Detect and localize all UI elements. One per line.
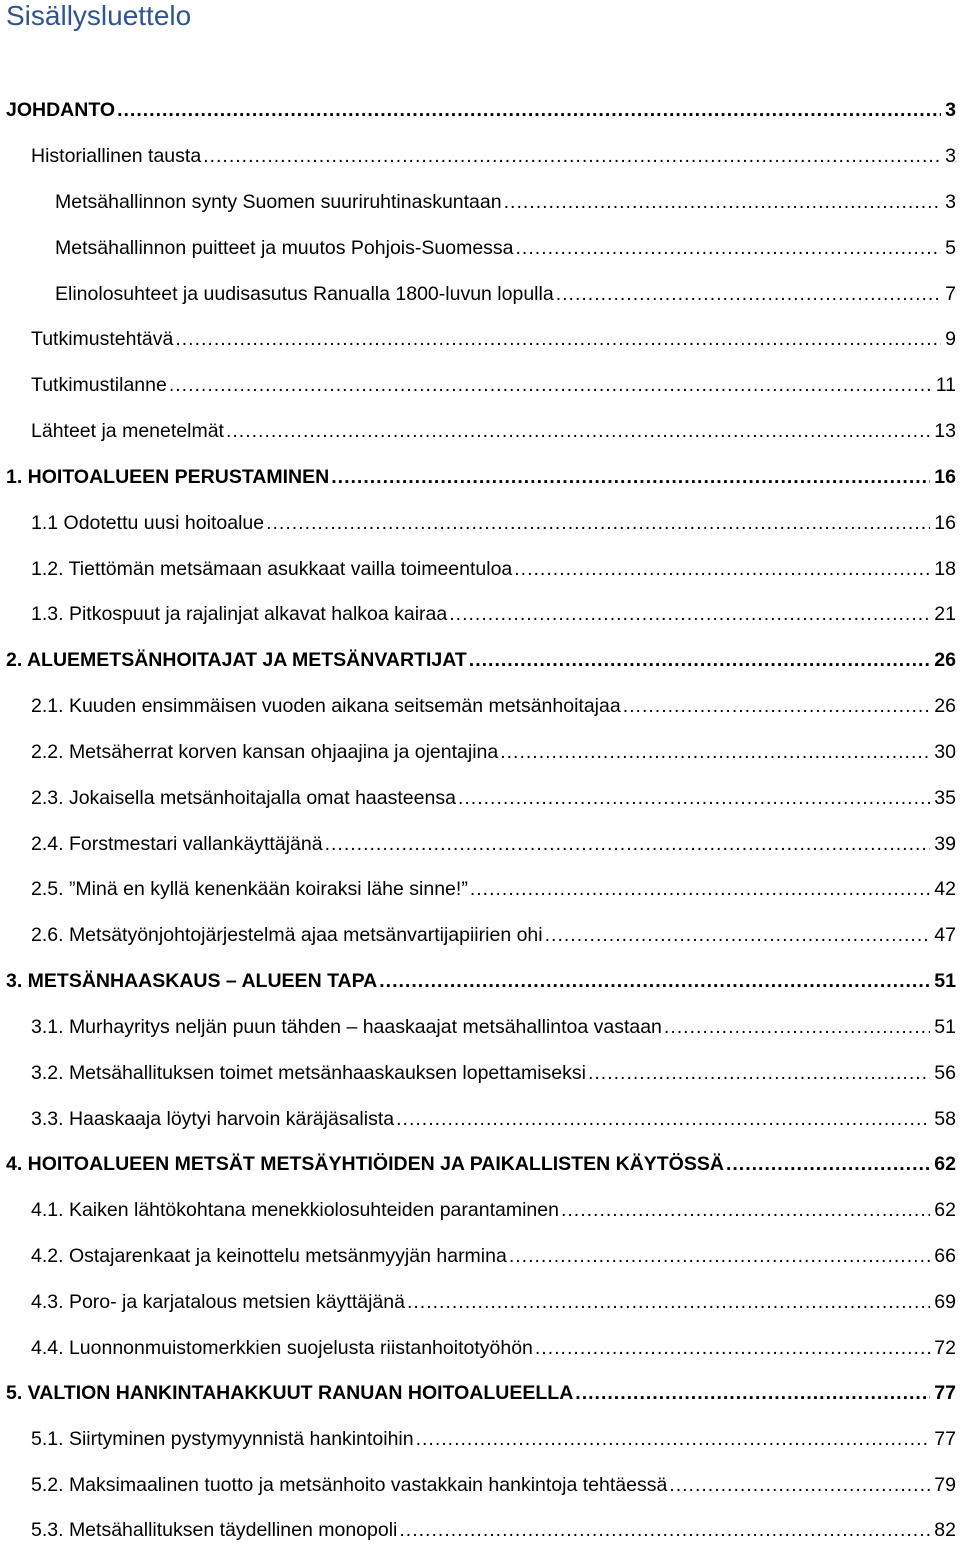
toc-page-number: 11 bbox=[935, 374, 956, 396]
toc-leader bbox=[449, 599, 930, 629]
toc-page-number: 7 bbox=[945, 283, 956, 305]
toc-entry[interactable] bbox=[31, 783, 956, 813]
toc-entry-text: 2.1. Kuuden ensimmäisen vuoden aikana seitsemän metsänhoitajaa bbox=[31, 695, 621, 717]
toc-entry-text: 4.1. Kaiken lähtökohtana menekkiolosuhteiden parantaminen bbox=[31, 1199, 559, 1221]
toc-entry-text: 3. METSÄNHAASKAUS – ALUEEN TAPA bbox=[6, 970, 378, 992]
toc-page-number: 18 bbox=[934, 558, 956, 580]
toc-leader bbox=[514, 554, 930, 584]
toc-leader bbox=[504, 187, 942, 217]
toc-entry[interactable] bbox=[31, 508, 956, 538]
toc-leader bbox=[516, 233, 942, 263]
toc-entry[interactable] bbox=[31, 416, 956, 446]
toc-entry[interactable] bbox=[31, 1195, 956, 1225]
toc-entry-text: Historiallinen tausta bbox=[31, 145, 202, 167]
toc-leader bbox=[175, 324, 941, 354]
toc-entry[interactable] bbox=[31, 920, 956, 950]
toc-page-number: 9 bbox=[945, 328, 956, 350]
toc-entry[interactable] bbox=[31, 554, 956, 584]
toc-leader bbox=[545, 920, 931, 950]
toc-leader bbox=[407, 1287, 930, 1317]
toc-entry-text: 4.4. Luonnonmuistomerkkien suojelusta riistanhoitotyöhön bbox=[31, 1337, 533, 1359]
toc-entry-text: 1.2. Tiettömän metsämaan asukkaat vailla toimeentuloa bbox=[31, 558, 513, 580]
toc-entry[interactable] bbox=[31, 1058, 956, 1088]
toc-entry-text: Metsähallinnon synty Suomen suuriruhtinaskuntaan bbox=[55, 191, 502, 213]
toc-page-number: 69 bbox=[934, 1291, 956, 1313]
toc-leader bbox=[331, 462, 930, 492]
toc-leader bbox=[399, 1515, 930, 1545]
toc-entry[interactable] bbox=[31, 691, 956, 721]
toc-entry[interactable] bbox=[31, 599, 956, 629]
toc-entry[interactable] bbox=[31, 1333, 956, 1363]
toc-page-number: 82 bbox=[934, 1519, 956, 1541]
toc-entry[interactable] bbox=[31, 829, 956, 859]
toc-entry[interactable] bbox=[31, 1241, 956, 1271]
toc-page-number: 56 bbox=[934, 1062, 956, 1084]
toc-leader bbox=[588, 1058, 930, 1088]
toc-entry-text: 2.5. ”Minä en kyllä kenenkään koiraksi lähe sinne!” bbox=[31, 878, 468, 900]
toc-entry[interactable] bbox=[6, 462, 956, 492]
toc-entry-text: 2.4. Forstmestari vallankäyttäjänä bbox=[31, 833, 323, 855]
toc-page-number: 77 bbox=[934, 1428, 956, 1450]
toc-leader bbox=[416, 1424, 931, 1454]
toc-leader bbox=[509, 1241, 930, 1271]
toc-entry[interactable] bbox=[31, 1012, 956, 1042]
toc-page-number: 79 bbox=[934, 1474, 956, 1496]
toc-page-number: 30 bbox=[934, 741, 956, 763]
toc-entry-text: Tutkimustehtävä bbox=[31, 328, 174, 350]
toc-entry-text: 2. ALUEMETSÄNHOITAJAT JA METSÄNVARTIJAT bbox=[6, 649, 467, 671]
toc-entry-text: 4.3. Poro- ja karjatalous metsien käyttäjänä bbox=[31, 1291, 405, 1313]
toc-entry-text: 1. HOITOALUEEN PERUSTAMINEN bbox=[6, 466, 330, 488]
toc-leader bbox=[535, 1333, 930, 1363]
toc-entry-text: 2.2. Metsäherrat korven kansan ohjaajina ja ojentajina bbox=[31, 741, 499, 763]
toc-entry[interactable] bbox=[31, 874, 956, 904]
toc-page-number: 3 bbox=[945, 99, 956, 121]
toc-leader bbox=[325, 829, 931, 859]
toc-page-number: 13 bbox=[934, 420, 956, 442]
toc-leader bbox=[117, 95, 941, 125]
toc-entry-text: 2.3. Jokaisella metsänhoitajalla omat haasteensa bbox=[31, 787, 456, 809]
toc-leader bbox=[266, 508, 930, 538]
toc-page-number: 51 bbox=[934, 1016, 956, 1038]
toc-entry[interactable] bbox=[6, 95, 956, 125]
toc-page-number: 42 bbox=[934, 878, 956, 900]
toc-leader bbox=[458, 783, 930, 813]
toc-leader bbox=[470, 874, 930, 904]
toc-entry[interactable] bbox=[31, 1287, 956, 1317]
toc-entry[interactable] bbox=[31, 1104, 956, 1134]
toc-page-number: 62 bbox=[934, 1153, 956, 1175]
toc-entry[interactable] bbox=[55, 187, 956, 217]
toc-page-number: 21 bbox=[934, 603, 956, 625]
toc-entry-text: 5.3. Metsähallituksen täydellinen monopoli bbox=[31, 1519, 398, 1541]
toc-leader bbox=[726, 1149, 930, 1179]
toc-entry-text: 5. VALTION HANKINTAHAKKUUT RANUAN HOITOALUEELLA bbox=[6, 1382, 574, 1404]
toc-page-number: 77 bbox=[934, 1382, 956, 1404]
toc-entry[interactable] bbox=[31, 1424, 956, 1454]
toc-leader bbox=[203, 141, 941, 171]
toc-leader bbox=[226, 416, 930, 446]
toc-entry-text: Lähteet ja menetelmät bbox=[31, 420, 224, 442]
toc-page-number: 62 bbox=[934, 1199, 956, 1221]
toc-leader bbox=[561, 1195, 930, 1225]
toc-page-number: 72 bbox=[934, 1337, 956, 1359]
toc-page-number: 16 bbox=[934, 512, 956, 534]
toc-entry[interactable] bbox=[31, 141, 956, 171]
toc-entry-text: 3.2. Metsähallituksen toimet metsänhaaskauksen lopettamiseksi bbox=[31, 1062, 586, 1084]
toc-page-number: 51 bbox=[934, 970, 956, 992]
page-title: Sisällysluettelo bbox=[6, 0, 192, 31]
toc-entry-text: 1.3. Pitkospuut ja rajalinjat alkavat halkoa kairaa bbox=[31, 603, 448, 625]
toc-entry-text: 5.1. Siirtyminen pystymyynnistä hankintoihin bbox=[31, 1428, 414, 1450]
toc-entry-text: JOHDANTO bbox=[6, 99, 116, 121]
toc-page-number: 39 bbox=[934, 833, 956, 855]
toc-entry-text: 4.2. Ostajarenkaat ja keinottelu metsänmyyjän harmina bbox=[31, 1245, 507, 1267]
toc-leader bbox=[664, 1012, 930, 1042]
toc-entry-text: 2.6. Metsätyönjohtojärjestelmä ajaa metsänvartijapiirien ohi bbox=[31, 924, 543, 946]
toc-leader bbox=[379, 966, 930, 996]
toc-page-number: 5 bbox=[945, 237, 956, 259]
toc-leader bbox=[500, 737, 930, 767]
toc-entry[interactable] bbox=[55, 279, 956, 309]
toc-entry-text: Tutkimustilanne bbox=[31, 374, 167, 396]
toc-entry[interactable] bbox=[6, 1378, 956, 1408]
toc-page-number: 26 bbox=[934, 649, 956, 671]
toc-entry[interactable] bbox=[6, 1149, 956, 1179]
toc-entry-text: 5.2. Maksimaalinen tuotto ja metsänhoito vastakkain hankintoja tehtäessä bbox=[31, 1474, 668, 1496]
toc-page-number: 16 bbox=[934, 466, 956, 488]
toc-entry-text: 4. HOITOALUEEN METSÄT METSÄYHTIÖIDEN JA PAIKALLISTEN KÄYTÖSSÄ bbox=[6, 1153, 724, 1175]
toc-page-number: 66 bbox=[934, 1245, 956, 1267]
toc-leader bbox=[556, 279, 941, 309]
toc-entry[interactable] bbox=[31, 370, 956, 400]
toc-entry[interactable] bbox=[31, 324, 956, 354]
toc-page-number: 58 bbox=[934, 1108, 956, 1130]
toc-leader bbox=[669, 1470, 930, 1500]
toc-entry[interactable] bbox=[6, 645, 956, 675]
toc-leader bbox=[623, 691, 931, 721]
toc-leader bbox=[169, 370, 932, 400]
toc-leader bbox=[575, 1378, 930, 1408]
toc-page-number: 35 bbox=[934, 787, 956, 809]
toc-page-number: 26 bbox=[934, 695, 956, 717]
toc-entry[interactable] bbox=[31, 1515, 956, 1545]
toc-page-number: 3 bbox=[945, 191, 956, 213]
toc-entry-text: 3.3. Haaskaaja löytyi harvoin käräjäsalista bbox=[31, 1108, 395, 1130]
toc-entry[interactable] bbox=[55, 233, 956, 263]
toc-leader bbox=[469, 645, 931, 675]
toc-leader bbox=[396, 1104, 930, 1134]
toc-entry[interactable] bbox=[31, 737, 956, 767]
toc-page-number: 3 bbox=[945, 145, 956, 167]
toc-entry-text: 3.1. Murhayritys neljän puun tähden – haaskaajat metsähallintoa vastaan bbox=[31, 1016, 662, 1038]
toc-entry[interactable] bbox=[6, 966, 956, 996]
toc-page-number: 47 bbox=[934, 924, 956, 946]
toc-entry-text: 1.1 Odotettu uusi hoitoalue bbox=[31, 512, 265, 534]
toc-entry-text: Elinolosuhteet ja uudisasutus Ranualla 1800-luvun lopulla bbox=[55, 283, 554, 305]
toc-entry[interactable] bbox=[31, 1470, 956, 1500]
toc-entry-text: Metsähallinnon puitteet ja muutos Pohjois-Suomessa bbox=[55, 237, 514, 259]
